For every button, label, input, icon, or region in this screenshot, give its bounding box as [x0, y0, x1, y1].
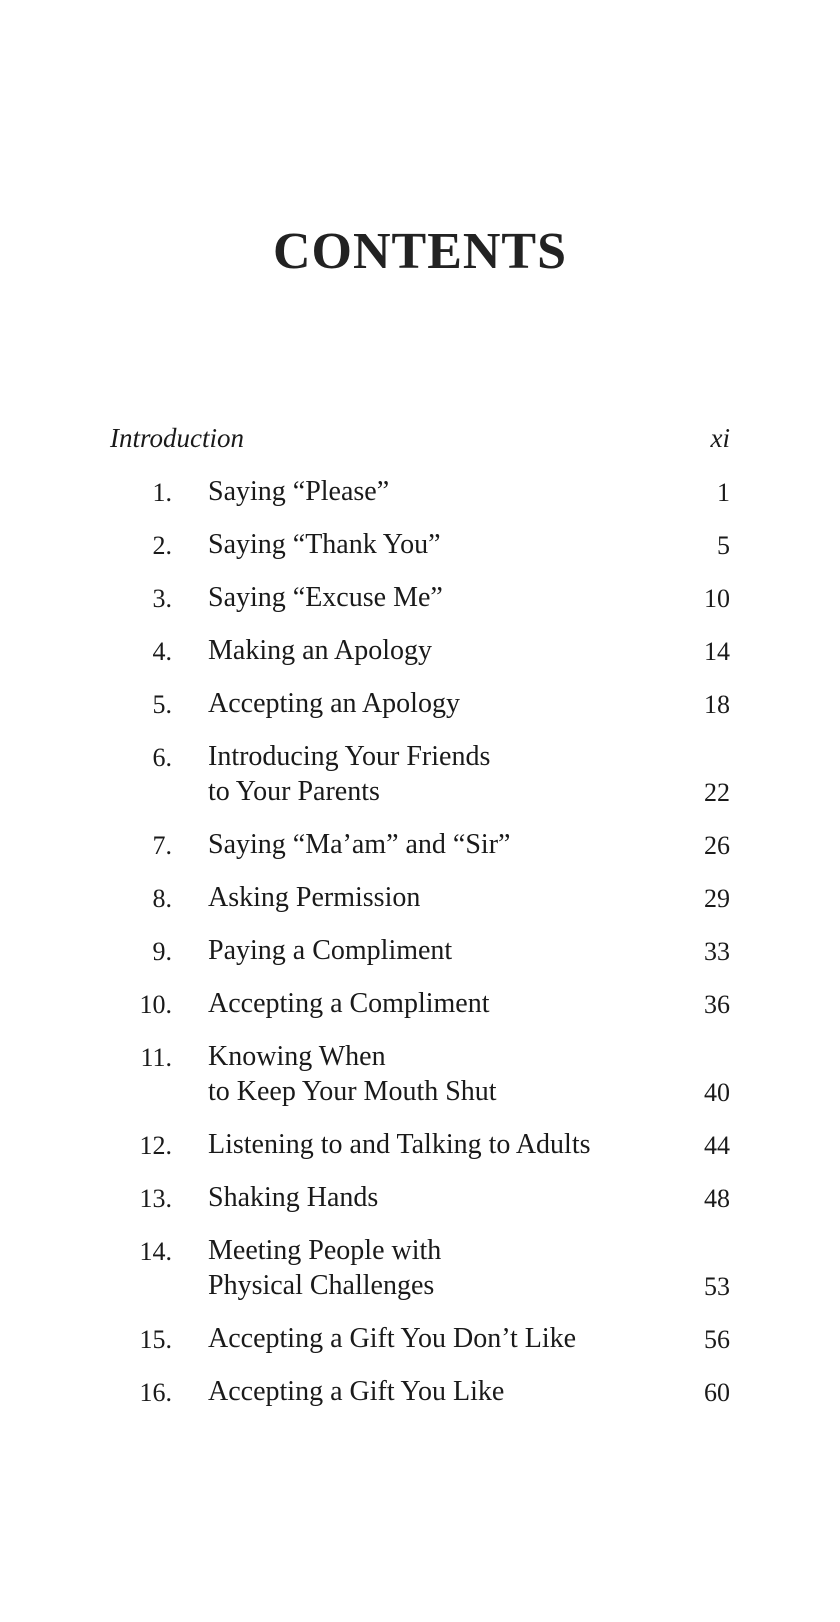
toc-entry-title-line: to Your Parents: [208, 776, 380, 807]
toc-entry-title: [208, 739, 490, 809]
toc-entry-number: 2.: [152, 531, 172, 560]
toc-entry-title-line: to Keep Your Mouth Shut: [208, 1076, 497, 1107]
toc-entry-number: 15.: [139, 1325, 172, 1354]
toc-entry-number: 6.: [152, 743, 172, 772]
toc-entry-title-line: Paying a Compliment: [208, 935, 453, 966]
toc-entry-title-line: Listening to and Talking to Adults: [208, 1129, 591, 1160]
toc-entry-title-line: Physical Challenges: [208, 1270, 435, 1301]
toc-entry-title-line: Introducing Your Friends: [208, 741, 491, 772]
toc-entry-number: 12.: [139, 1131, 172, 1160]
toc-introduction-label: Introduction: [110, 423, 244, 453]
page-title: CONTENTS: [272, 223, 568, 280]
toc-entry-title-line: Accepting a Compliment: [208, 988, 490, 1019]
toc-entry-page: 44: [704, 1131, 730, 1160]
toc-entry-title-line: Saying “Ma’am” and “Sir”: [208, 829, 511, 860]
toc-entry-page: 1: [717, 478, 730, 507]
toc-entry-page: 5: [717, 531, 730, 560]
toc-entry-title: [208, 474, 389, 509]
toc-entry-number: 14.: [139, 1237, 172, 1266]
toc-entry-title: [208, 986, 490, 1021]
toc-entry-title-line: Saying “Thank You”: [208, 529, 441, 560]
toc-entry-title-line: Asking Permission: [208, 882, 421, 913]
toc-entry-page: 10: [704, 584, 730, 613]
toc-entry-number: 1.: [152, 478, 172, 507]
toc-entry-title-line: Accepting a Gift You Like: [208, 1376, 505, 1407]
toc-entry-page: 22: [704, 778, 730, 807]
toc-entry-number: 9.: [152, 937, 172, 966]
toc-entry-title-line: Knowing When: [208, 1041, 386, 1072]
toc-entry-title: [208, 633, 432, 668]
toc-entry-page: 56: [704, 1325, 730, 1354]
toc-entry-title: [208, 1321, 576, 1356]
toc-entry-page: 53: [704, 1272, 730, 1301]
toc-entry-title: [208, 1374, 504, 1409]
toc-entry-page: 14: [704, 637, 730, 666]
toc-entry-title-line: Meeting People with: [208, 1235, 442, 1266]
toc-entry-title-line: Accepting an Apology: [208, 688, 460, 719]
toc-entry-number: 4.: [152, 637, 172, 666]
toc-entry-page: 18: [704, 690, 730, 719]
toc-entry-number: 16.: [139, 1378, 172, 1407]
toc-entry-page: 40: [704, 1078, 730, 1107]
toc-introduction-page: xi: [710, 423, 730, 453]
toc-entry-title: [208, 880, 420, 915]
toc-entry-number: 5.: [152, 690, 172, 719]
toc-entry-number: 11.: [140, 1043, 172, 1072]
toc-entry-title-line: Shaking Hands: [208, 1182, 379, 1213]
toc-entry-title-line: Saying “Please”: [208, 476, 390, 507]
toc-entry-title-line: Making an Apology: [208, 635, 432, 666]
toc-entry-page: 29: [704, 884, 730, 913]
toc-entry-page: 36: [704, 990, 730, 1019]
toc-entry-page: 26: [704, 831, 730, 860]
toc-entry-title: [208, 827, 510, 862]
toc-entry-title: [208, 1233, 441, 1303]
toc-entry-number: 13.: [139, 1184, 172, 1213]
toc-entry-title: [208, 580, 443, 615]
toc-entry-page: 33: [704, 937, 730, 966]
toc-entry-title: [208, 1127, 591, 1162]
toc-entry-page: 48: [704, 1184, 730, 1213]
toc-entry-title: [208, 933, 452, 968]
toc-entry-number: 10.: [139, 990, 172, 1019]
toc-entry-title-line: Accepting a Gift You Don’t Like: [208, 1323, 577, 1354]
toc-entry-title: [208, 686, 460, 721]
toc-entry-title: [208, 1039, 497, 1109]
toc-entry-title: [208, 1180, 378, 1215]
toc-entry-number: 8.: [152, 884, 172, 913]
toc-entry-number: 7.: [152, 831, 172, 860]
toc-entry-page: 60: [704, 1378, 730, 1407]
toc-entry-number: 3.: [152, 584, 172, 613]
toc-entry-title: [208, 527, 441, 562]
toc-entry-title-line: Saying “Excuse Me”: [208, 582, 443, 613]
